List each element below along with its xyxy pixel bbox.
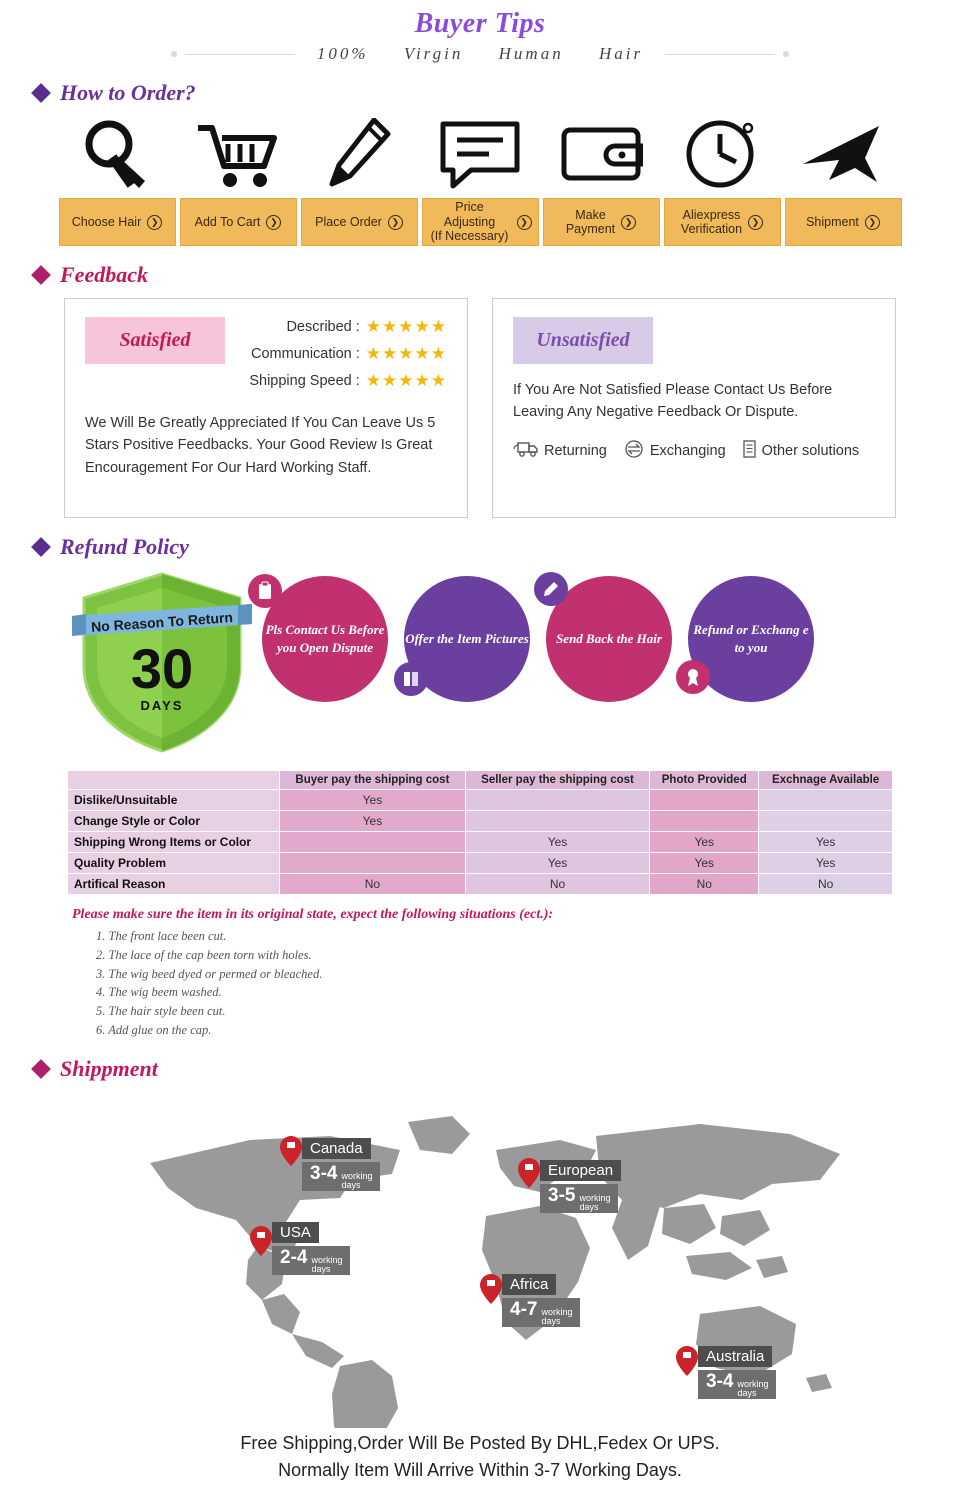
world-map-graphic: [0, 1088, 960, 1428]
step-bar-choose-hair[interactable]: [59, 198, 176, 246]
row-label: Shipping Wrong Items or Color: [68, 832, 280, 853]
diamond-bullet-icon: [31, 537, 51, 557]
map-region-days: [540, 1184, 618, 1214]
rating-row: [245, 371, 447, 391]
notice-item: 1. The front lace been cut.: [96, 929, 227, 943]
subtitle-part-0: 100%: [316, 44, 369, 63]
magnifier-icon: [59, 112, 176, 190]
solution-other: [742, 440, 860, 462]
map-region-label: USA: [272, 1222, 319, 1243]
wallet-icon: [543, 112, 660, 190]
diamond-bullet-icon: [31, 1059, 51, 1079]
step-price-adjusting[interactable]: [422, 112, 539, 246]
days-unit: working days: [311, 1254, 343, 1274]
cell-seller-pay: [465, 811, 649, 832]
decorative-dot-right: [783, 51, 789, 57]
table-row: [68, 790, 893, 811]
satisfied-ratings: [245, 317, 447, 398]
notice-item: 6. Add glue on the cap.: [96, 1022, 212, 1037]
unsatisfied-solutions: [513, 440, 875, 462]
shield-unit: DAYS: [140, 698, 184, 713]
original-state-notice: Please make sure the item in its original state, expect the following situations (ect.):: [72, 907, 554, 922]
notice-item-list: [96, 927, 960, 1040]
shipping-footer: [0, 1430, 960, 1484]
cell-photo-provided: Yes: [650, 853, 759, 874]
diamond-bullet-icon: [31, 265, 51, 285]
step-label: [566, 208, 615, 237]
step-add-to-cart[interactable]: [180, 112, 297, 246]
section-title-refund-policy: Refund Policy: [60, 534, 189, 559]
section-how-to-order: [34, 80, 960, 106]
cell-seller-pay: No: [465, 874, 649, 895]
cell-buyer-pay: Yes: [280, 811, 466, 832]
cell-photo-provided: Yes: [650, 832, 759, 853]
map-region-days: [302, 1162, 380, 1192]
map-region-label: Africa: [502, 1274, 556, 1295]
section-refund-policy: [34, 534, 960, 560]
cell-exchange-available: No: [759, 874, 893, 895]
notice-item: 2. The lace of the cap been torn with holes.: [96, 947, 312, 962]
rating-row: [245, 317, 447, 337]
step-label-line2: Verification: [680, 222, 743, 236]
section-title-how-to-order: How to Order?: [60, 80, 196, 105]
refund-bubble-text: Refund or Exchang e to you: [693, 622, 809, 655]
subtitle-part-2: Human: [498, 44, 564, 63]
step-bar-aliexpress-verification[interactable]: [664, 198, 781, 246]
col-header-seller-pay: Seller pay the shipping cost: [465, 771, 649, 790]
page-title: Buyer Tips: [414, 8, 546, 39]
feedback-unsatisfied-box: [492, 298, 896, 518]
cell-buyer-pay: [280, 853, 466, 874]
cell-buyer-pay: [280, 832, 466, 853]
step-label-line1: Make: [575, 207, 606, 222]
cell-exchange-available: Yes: [759, 853, 893, 874]
map-region-label: Australia: [698, 1346, 772, 1367]
col-header-photo-provided: Photo Provided: [650, 771, 759, 790]
page-header: [0, 0, 960, 64]
map-pin-icon: [250, 1226, 272, 1256]
rating-label: Communication :: [251, 346, 360, 362]
row-label: Quality Problem: [68, 853, 280, 874]
cell-exchange-available: [759, 790, 893, 811]
refund-policy-table: [67, 770, 893, 895]
solution-label: Returning: [544, 442, 607, 459]
chevron-right-icon: ❯: [748, 215, 763, 230]
ribbon-icon: [676, 660, 710, 694]
cell-photo-provided: [650, 790, 759, 811]
decorative-dot-left: [171, 51, 177, 57]
section-title-feedback: Feedback: [60, 262, 148, 287]
row-label: Change Style or Color: [68, 811, 280, 832]
refund-bubble-text: Offer the Item Pictures: [405, 631, 529, 647]
pencil-icon: [534, 572, 568, 606]
table-header-row: [68, 771, 893, 790]
step-bar-place-order[interactable]: [301, 198, 418, 246]
table-row: [68, 811, 893, 832]
header-subtitle: [303, 44, 657, 64]
clipboard-icon: [248, 574, 282, 608]
star-rating-icon: ★★★★★: [365, 344, 447, 363]
unsatisfied-description: If You Are Not Satisfied Please Contact Us Before Leaving Any Negative Feedback Or Dispute.: [513, 382, 833, 420]
cell-exchange-available: [759, 811, 893, 832]
airplane-icon: [785, 112, 902, 190]
table-row: [68, 853, 893, 874]
days-unit: working days: [579, 1192, 611, 1212]
step-label: [429, 200, 511, 243]
days-number: 3-4: [706, 1370, 734, 1392]
map-region-days: [502, 1298, 580, 1328]
col-header-exchange-available: Exchnage Available: [759, 771, 893, 790]
map-region-days: [698, 1370, 776, 1400]
step-label: Add To Cart: [194, 214, 261, 229]
step-aliexpress-verification[interactable]: [664, 112, 781, 246]
diamond-bullet-icon: [31, 83, 51, 103]
step-label-line2: (If Necessary): [430, 229, 509, 244]
days-unit: working days: [737, 1378, 769, 1398]
footer-line-2: Normally Item Will Arrive Within 3-7 Working Days.: [278, 1459, 682, 1480]
refund-steps-bubbles: [262, 576, 814, 702]
divider-left: [185, 54, 295, 55]
cell-seller-pay: Yes: [465, 832, 649, 853]
section-title-shippment: Shippment: [60, 1055, 158, 1081]
notice-item: 5. The hair style been cut.: [96, 1004, 226, 1018]
solution-exchanging: [623, 440, 726, 462]
cell-seller-pay: [465, 790, 649, 811]
world-shipping-map: [0, 1088, 960, 1428]
clock-icon: [664, 112, 781, 190]
step-label-line2: Payment: [565, 222, 616, 236]
feedback-satisfied-box: [64, 298, 468, 518]
days-unit: working days: [541, 1306, 573, 1326]
table-row: [68, 874, 893, 895]
step-bar-add-to-cart[interactable]: [180, 198, 297, 246]
cell-photo-provided: [650, 811, 759, 832]
cell-seller-pay: Yes: [465, 853, 649, 874]
refund-bubble-contact-us: [262, 576, 388, 702]
chevron-right-icon: ❯: [147, 215, 162, 230]
footer-line-1: Free Shipping,Order Will Be Posted By DHL,Fedex Or UPS.: [240, 1432, 720, 1453]
solution-label: Other solutions: [761, 442, 860, 459]
order-steps: [0, 112, 960, 246]
book-icon: [394, 662, 428, 696]
days-number: 2-4: [280, 1246, 308, 1268]
shield-number: 30: [130, 637, 194, 700]
chevron-right-icon: ❯: [266, 215, 281, 230]
step-label-line1: Price Adjusting: [443, 200, 496, 229]
step-label-line1: Aliexpress: [682, 207, 741, 222]
notice-item: 4. The wig beem washed.: [96, 985, 222, 1000]
chevron-right-icon: ❯: [621, 215, 636, 230]
guarantee-shield-badge: [72, 570, 252, 755]
col-header-buyer-pay: Buyer pay the shipping cost: [280, 771, 466, 790]
shield-ribbon-text: No Reason To Return: [90, 609, 234, 635]
satisfied-top: [85, 317, 447, 398]
step-label: Choose Hair: [71, 214, 142, 229]
refund-bubble-send-back: [546, 576, 672, 702]
step-shipment[interactable]: [785, 112, 902, 246]
cell-buyer-pay: Yes: [280, 790, 466, 811]
header-subtitle-row: [0, 44, 960, 64]
table-row: [68, 832, 893, 853]
step-make-payment[interactable]: [543, 112, 660, 246]
solution-returning: [513, 440, 607, 462]
subtitle-part-3: Hair: [598, 44, 644, 63]
truck-icon: [513, 440, 539, 462]
refund-bubble-offer-pictures: [404, 576, 530, 702]
chevron-right-icon: ❯: [517, 215, 532, 230]
step-place-order[interactable]: [301, 112, 418, 246]
satisfied-tag: Satisfied: [85, 317, 225, 364]
map-region-days: [272, 1246, 350, 1276]
refund-bubble-text: Send Back the Hair: [556, 631, 662, 647]
map-pin-icon: [480, 1274, 502, 1304]
days-number: 4-7: [510, 1298, 538, 1320]
solution-label: Exchanging: [649, 442, 726, 459]
rating-label: Shipping Speed :: [249, 373, 360, 389]
section-shippment: [34, 1056, 960, 1082]
unsatisfied-tag: Unsatisfied: [513, 317, 653, 364]
step-bar-price-adjusting[interactable]: [422, 198, 539, 246]
pencil-icon: [301, 112, 418, 190]
days-number: 3-4: [310, 1162, 338, 1184]
rating-row: [245, 344, 447, 364]
refund-bubble-refund-exchange: [688, 576, 814, 702]
map-region-label: European: [540, 1160, 621, 1181]
days-number: 3-5: [548, 1184, 576, 1206]
star-rating-icon: ★★★★★: [365, 317, 447, 336]
refund-bubble-text: Pls Contact Us Before you Open Dispute: [265, 622, 385, 655]
document-icon: [742, 440, 757, 462]
map-pin-icon: [280, 1136, 302, 1166]
step-label: [681, 208, 742, 237]
chat-bubble-icon: [422, 112, 539, 190]
cell-exchange-available: Yes: [759, 832, 893, 853]
satisfied-description: We Will Be Greatly Appreciated If You Can Leave Us 5 Stars Positive Feedbacks. Your Good Review Is Great Encouragement For Our Hard Working Staff.: [85, 415, 436, 476]
cell-buyer-pay: No: [280, 874, 466, 895]
step-choose-hair[interactable]: [59, 112, 176, 246]
chevron-right-icon: ❯: [865, 215, 880, 230]
step-bar-make-payment[interactable]: [543, 198, 660, 246]
divider-right: [665, 54, 775, 55]
step-bar-shipment[interactable]: [785, 198, 902, 246]
row-label: Artifical Reason: [68, 874, 280, 895]
days-unit: working days: [341, 1170, 373, 1190]
shopping-cart-icon: [180, 112, 297, 190]
subtitle-part-1: Virgin: [403, 44, 464, 63]
star-rating-icon: ★★★★★: [365, 371, 447, 390]
refund-graphics: [0, 566, 960, 766]
exchange-arrows-icon: [623, 440, 645, 462]
chevron-right-icon: ❯: [388, 215, 403, 230]
section-feedback: [34, 262, 960, 288]
row-label: Dislike/Unsuitable: [68, 790, 280, 811]
cell-photo-provided: No: [650, 874, 759, 895]
map-pin-icon: [676, 1346, 698, 1376]
step-label: Shipment: [806, 214, 859, 229]
rating-label: Described :: [286, 319, 360, 335]
col-header-blank: [68, 771, 280, 790]
notice-item: 3. The wig beed dyed or permed or bleached.: [96, 966, 323, 981]
map-pin-icon: [518, 1158, 540, 1188]
step-label: Place Order: [315, 214, 382, 229]
feedback-panels: [0, 298, 960, 518]
map-region-label: Canada: [302, 1138, 371, 1159]
